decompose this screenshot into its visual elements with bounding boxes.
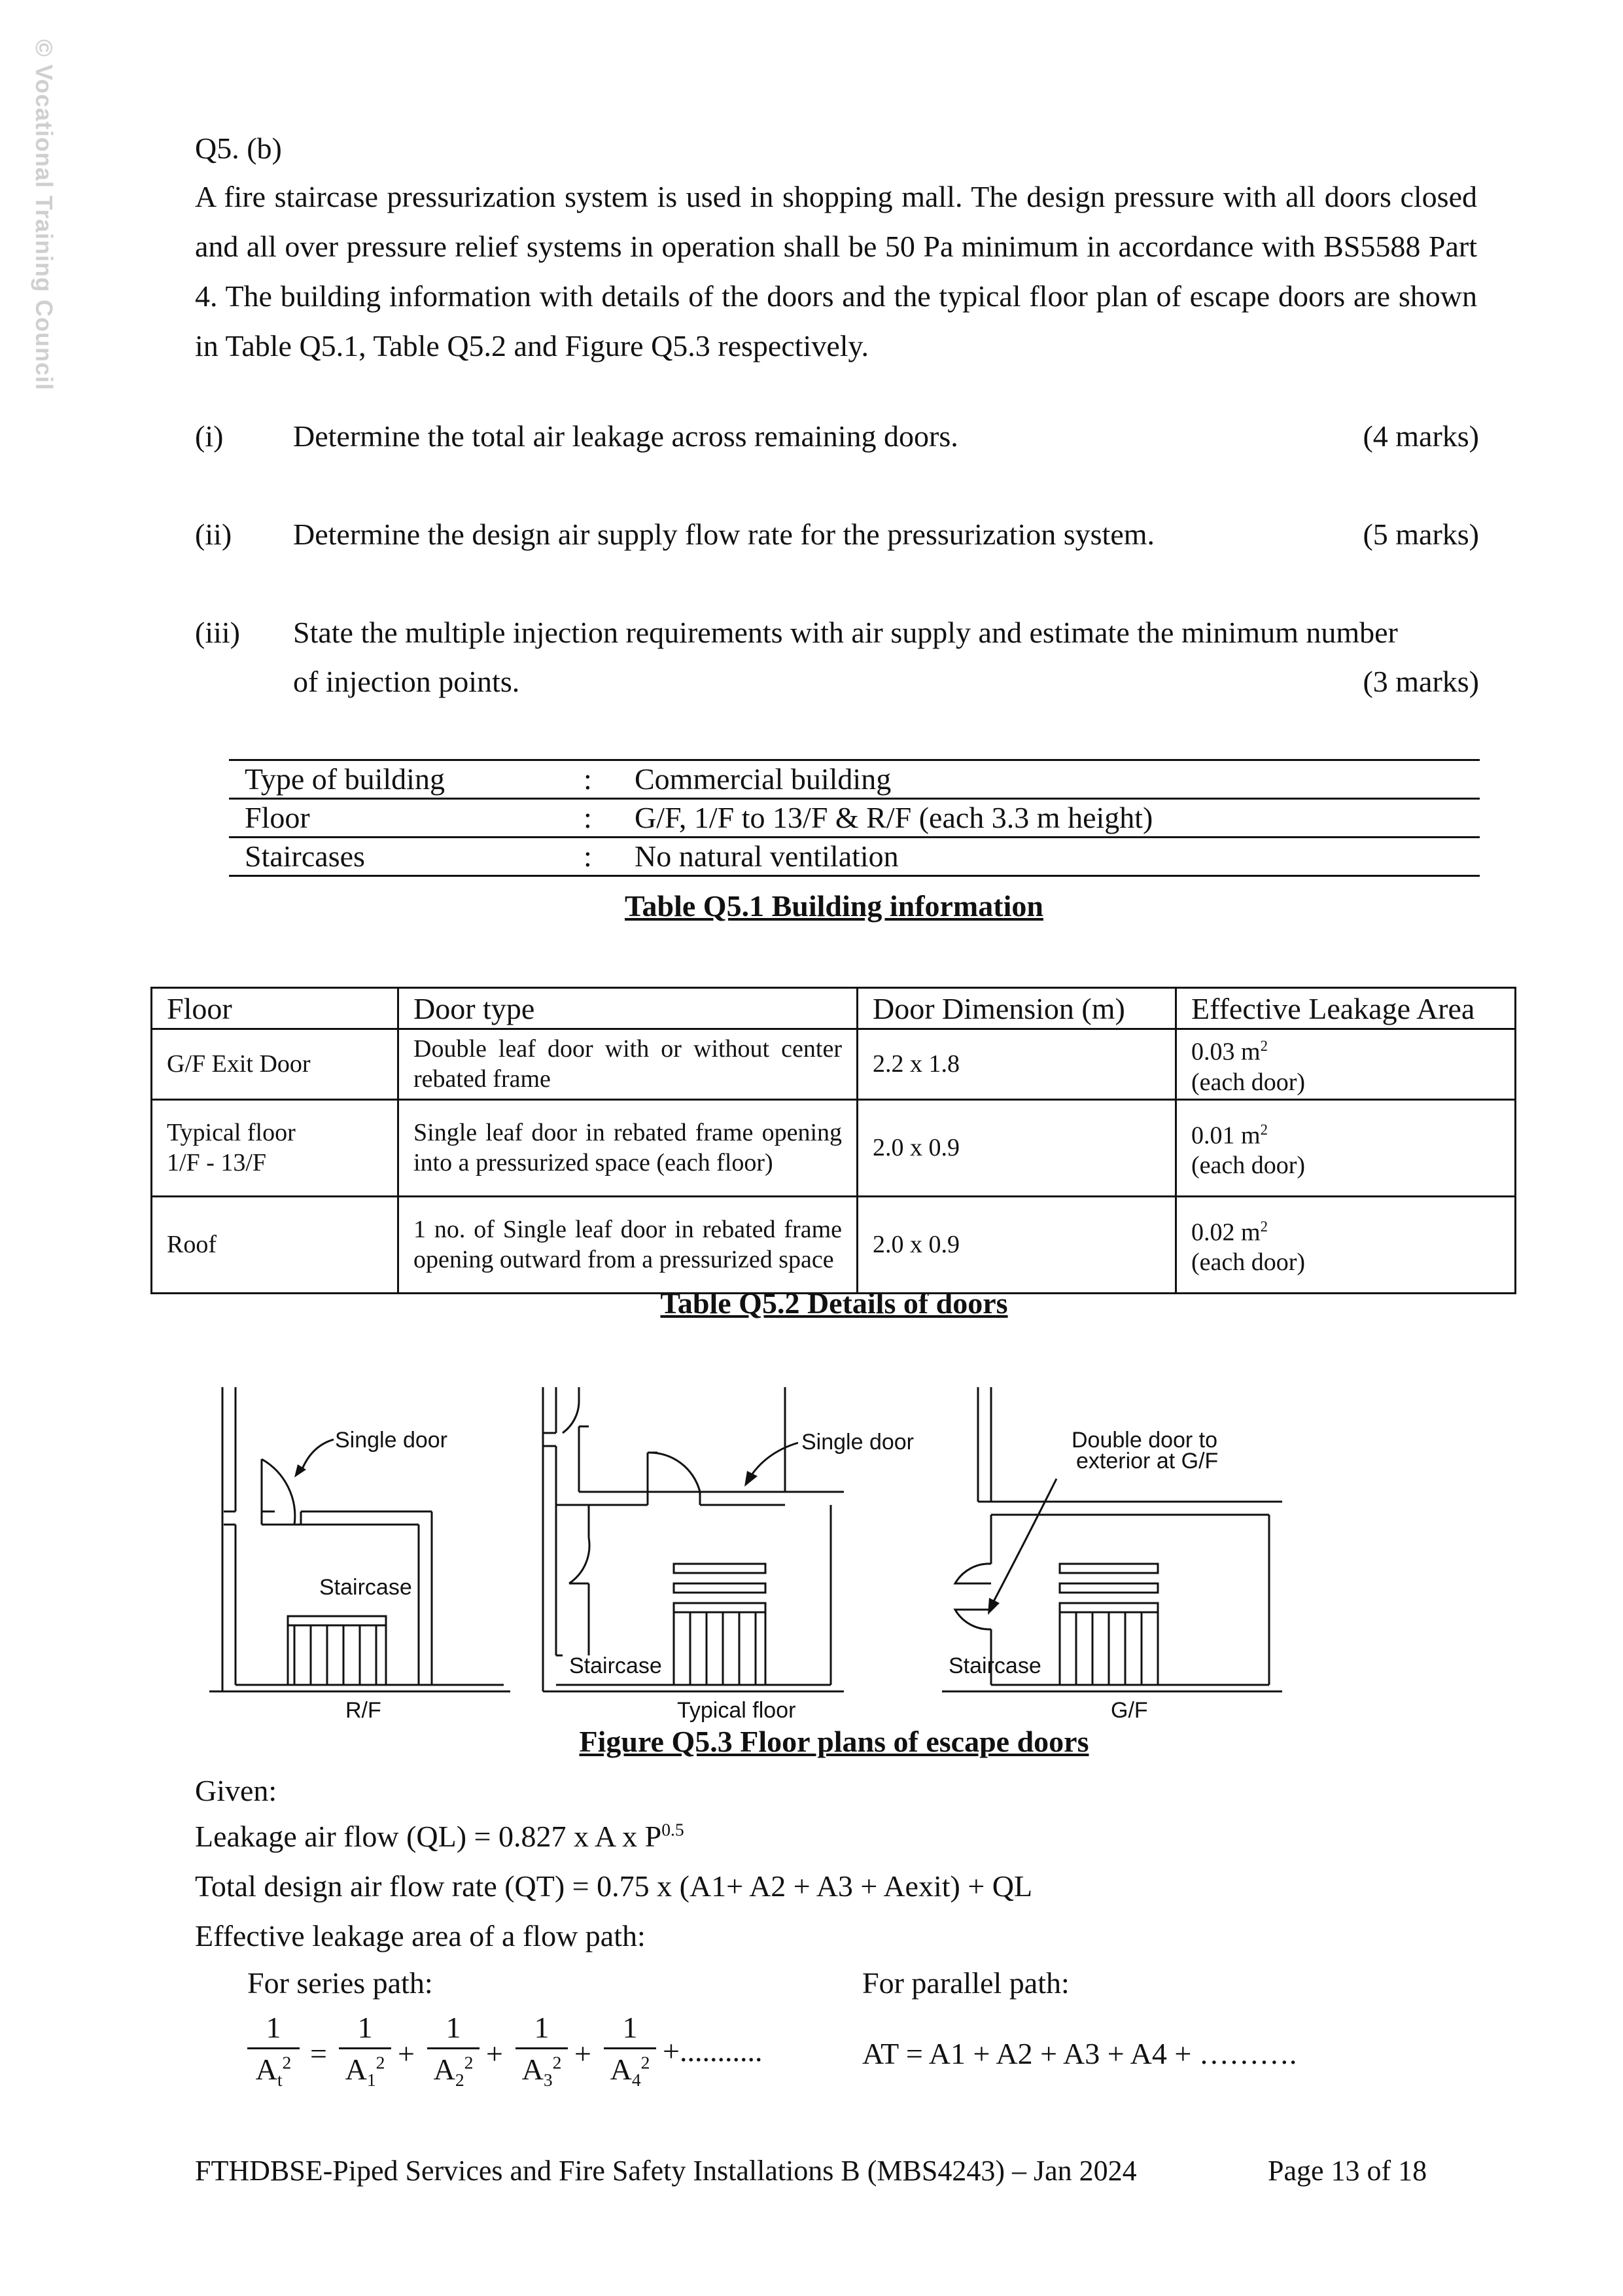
table-row bbox=[152, 1099, 1516, 1196]
typical-staircase-label: Staircase bbox=[569, 1653, 662, 1678]
table-row bbox=[229, 760, 1480, 799]
column-header: Floor bbox=[152, 988, 398, 1029]
area-unit: 2 bbox=[1260, 1038, 1268, 1054]
column-header: Door Dimension (m) bbox=[858, 988, 1176, 1029]
column-header: Effective Leakage Area bbox=[1176, 988, 1516, 1029]
gf-door-label-line2: exterior at G/F bbox=[1076, 1449, 1219, 1474]
numerator: 1 bbox=[445, 2011, 461, 2044]
table-row bbox=[229, 838, 1480, 876]
table-cell bbox=[1176, 1029, 1516, 1100]
part-text-continued: of injection points. bbox=[293, 665, 520, 698]
watermark: © Vocational Training Council bbox=[31, 39, 58, 391]
building-info-table bbox=[229, 759, 1480, 877]
table-cell bbox=[152, 1099, 398, 1196]
question-intro: A fire staircase pressurization system is used in shopping mall. The design pressure with all doors closed and all over pressure relief systems in operation shall be 50 Pa minimum in accordance with BS5588 Part 4. The building information with details of the doors and the typical floor plan of escape doors are shown in Table Q5.1, Table Q5.2 and Figure Q5.3 respectively. bbox=[195, 180, 1477, 362]
part-number: (ii) bbox=[195, 518, 232, 551]
denom-base: A bbox=[345, 2053, 367, 2086]
table-cell bbox=[152, 1196, 398, 1293]
floor-range: 1/F - 13/F bbox=[167, 1149, 267, 1177]
area-value: 0.01 m bbox=[1191, 1122, 1261, 1150]
table-cell bbox=[1176, 1196, 1516, 1293]
plus-sign: + bbox=[486, 2037, 503, 2070]
leakage-formula-text: Leakage air flow (QL) = 0.827 x A x P bbox=[195, 1820, 662, 1853]
denominator bbox=[604, 2047, 656, 2091]
leakage-exponent: 0.5 bbox=[661, 1819, 684, 1840]
denominator bbox=[515, 2047, 568, 2091]
denom-sup: 2 bbox=[375, 2052, 385, 2073]
denom-sub: t bbox=[277, 2070, 283, 2091]
table-cell: Single leaf door in rebated frame opening into a pressurized space (each floor) bbox=[398, 1099, 858, 1196]
part-text: Determine the total air leakage across remaining doors. bbox=[293, 419, 958, 453]
numerator: 1 bbox=[357, 2011, 373, 2044]
denom-sub: 2 bbox=[455, 2070, 464, 2091]
denominator bbox=[339, 2047, 391, 2091]
part-number: (iii) bbox=[195, 616, 240, 649]
denominator bbox=[427, 2047, 480, 2091]
total-flow-formula: Total design air flow rate (QT) = 0.75 x (A1+ A2 + A3 + Aexit) + QL bbox=[195, 1869, 1033, 1903]
floor-plans-figure bbox=[196, 1387, 1282, 1727]
table-cell bbox=[152, 1029, 398, 1100]
denom-base: A bbox=[433, 2053, 455, 2086]
table-cell: 2.2 x 1.8 bbox=[858, 1029, 1176, 1100]
gf-staircase-label: Staircase bbox=[949, 1653, 1041, 1678]
figure-caption: Figure Q5.3 Floor plans of escape doors bbox=[579, 1725, 1089, 1758]
typical-door-label: Single door bbox=[801, 1430, 915, 1455]
table-cell: 2.0 x 0.9 bbox=[858, 1099, 1176, 1196]
floor-name: Roof bbox=[167, 1231, 217, 1259]
area-note: (each door) bbox=[1191, 1068, 1306, 1096]
denom-sub: 1 bbox=[366, 2070, 376, 2091]
rf-plan-label: R/F bbox=[345, 1698, 381, 1723]
table-cell: 2.0 x 0.9 bbox=[858, 1196, 1176, 1293]
table-row bbox=[152, 1029, 1516, 1100]
table-caption: Table Q5.1 Building information bbox=[625, 889, 1043, 923]
rf-door-label: Single door bbox=[335, 1428, 448, 1453]
denom-sup: 2 bbox=[282, 2052, 292, 2073]
table-cell: : bbox=[584, 839, 592, 873]
table-cell: : bbox=[584, 801, 592, 834]
part-marks: (4 marks) bbox=[1363, 419, 1479, 453]
series-path-label: For series path: bbox=[247, 1966, 433, 2000]
part-marks: (5 marks) bbox=[1363, 518, 1479, 551]
floor-name: G/F Exit Door bbox=[167, 1050, 311, 1078]
series-tail: +........... bbox=[663, 2034, 763, 2068]
floor-name: Typical floor bbox=[167, 1119, 296, 1147]
leakage-formula bbox=[195, 1819, 684, 1854]
equals-sign: = bbox=[310, 2037, 327, 2070]
given-title: Given: bbox=[195, 1774, 277, 1807]
area-note: (each door) bbox=[1191, 1248, 1306, 1277]
fraction bbox=[339, 2010, 391, 2091]
fraction bbox=[515, 2010, 568, 2091]
rf-staircase-label: Staircase bbox=[319, 1575, 412, 1600]
denom-sup: 2 bbox=[552, 2052, 562, 2073]
table-header-row bbox=[152, 988, 1516, 1029]
part-text: State the multiple injection requirements with air supply and estimate the minimum number bbox=[293, 616, 1398, 649]
fraction bbox=[604, 2010, 656, 2091]
parallel-formula: AT = A1 + A2 + A3 + A4 + ………. bbox=[862, 2037, 1297, 2070]
table-cell: Type of building bbox=[245, 762, 445, 796]
table-cell: : bbox=[584, 762, 592, 796]
denom-base: A bbox=[255, 2053, 277, 2086]
table-cell bbox=[1176, 1099, 1516, 1196]
fraction bbox=[247, 2010, 300, 2091]
denom-sub: 4 bbox=[631, 2070, 641, 2091]
numerator: 1 bbox=[534, 2011, 550, 2044]
door-details-table bbox=[150, 987, 1516, 1294]
table-cell: Double leaf door with or without center rebated frame bbox=[398, 1029, 858, 1100]
plus-sign: + bbox=[574, 2037, 591, 2070]
fraction bbox=[427, 2010, 480, 2091]
column-header: Door type bbox=[398, 988, 858, 1029]
part-marks: (3 marks) bbox=[1363, 665, 1479, 698]
series-formula bbox=[247, 2010, 836, 2108]
area-value: 0.02 m bbox=[1191, 1218, 1261, 1246]
typical-plan-label: Typical floor bbox=[677, 1698, 796, 1723]
effective-area-label: Effective leakage area of a flow path: bbox=[195, 1919, 646, 1952]
numerator: 1 bbox=[622, 2011, 638, 2044]
gf-door-label: Double door to bbox=[1072, 1428, 1218, 1453]
denom-sup: 2 bbox=[464, 2052, 474, 2073]
denom-sub: 3 bbox=[543, 2070, 553, 2091]
footer-page-number: Page 13 of 18 bbox=[1268, 2155, 1427, 2187]
table-cell: Floor bbox=[245, 801, 310, 834]
table-row bbox=[152, 1196, 1516, 1293]
numerator: 1 bbox=[266, 2011, 281, 2044]
part-text: Determine the design air supply flow rate for the pressurization system. bbox=[293, 518, 1155, 551]
typical-floor-plan bbox=[543, 1387, 844, 1691]
parallel-path-label: For parallel path: bbox=[862, 1966, 1070, 2000]
footer-course: FTHDBSE-Piped Services and Fire Safety Installations B (MBS4243) – Jan 2024 bbox=[195, 2155, 1137, 2187]
area-note: (each door) bbox=[1191, 1152, 1306, 1180]
question-heading: Q5. (b) bbox=[195, 132, 282, 165]
area-unit: 2 bbox=[1260, 1218, 1268, 1235]
denominator bbox=[247, 2047, 300, 2091]
area-unit: 2 bbox=[1260, 1121, 1268, 1138]
denom-base: A bbox=[521, 2053, 544, 2086]
table-caption: Table Q5.2 Details of doors bbox=[660, 1286, 1008, 1320]
part-number: (i) bbox=[195, 419, 224, 453]
area-value: 0.03 m bbox=[1191, 1038, 1261, 1066]
denom-sup: 2 bbox=[640, 2052, 650, 2073]
table-cell: Commercial building bbox=[635, 762, 892, 796]
denom-base: A bbox=[610, 2053, 632, 2086]
plus-sign: + bbox=[398, 2037, 415, 2070]
table-cell: 1 no. of Single leaf door in rebated frame opening outward from a pressurized space bbox=[398, 1196, 858, 1293]
table-row bbox=[229, 799, 1480, 838]
table-cell: Staircases bbox=[245, 839, 365, 873]
table-cell: G/F, 1/F to 13/F & R/F (each 3.3 m height) bbox=[635, 801, 1153, 834]
table-cell: No natural ventilation bbox=[635, 839, 899, 873]
gf-plan-label: G/F bbox=[1111, 1698, 1148, 1723]
